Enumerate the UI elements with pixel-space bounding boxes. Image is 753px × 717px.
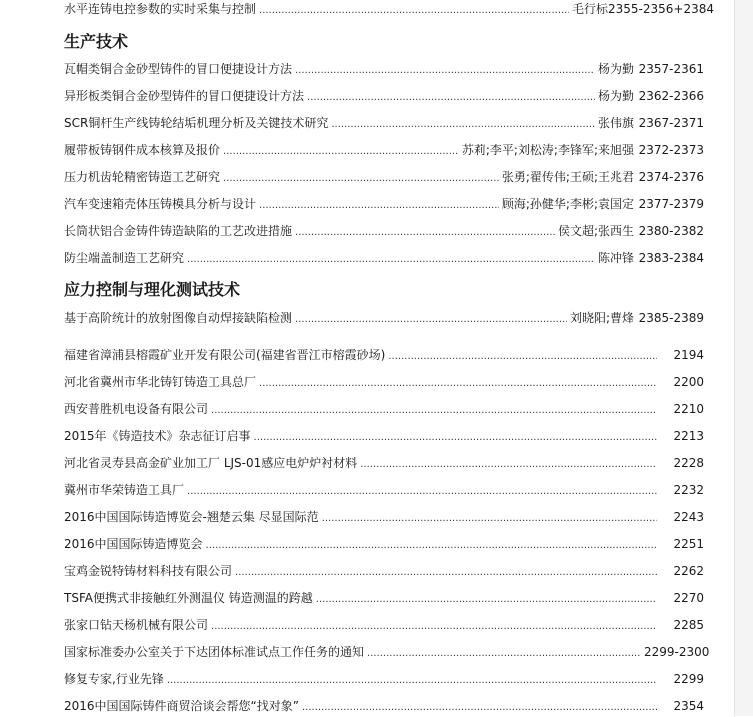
entry-pages: 2367-2371 (638, 116, 704, 130)
entry-pages: 2374-2376 (638, 170, 704, 184)
leader-dots (388, 348, 657, 366)
toc-entry[interactable] (64, 249, 704, 267)
entry-title: 异形板类铜合金砂型铸件的冒口便捷设计方法 (64, 89, 305, 103)
leader-dots (206, 537, 657, 555)
entry-author: 张勇;翟传伟;王硕;王兆君 (501, 170, 634, 184)
entry-author: 杨为勤 (597, 62, 634, 76)
toc-entry[interactable] (64, 309, 704, 327)
ad-entry[interactable] (64, 535, 704, 553)
ad-entry[interactable] (64, 589, 704, 607)
leader-dots (259, 375, 657, 393)
section-heading: 生产技术 (64, 32, 129, 51)
leader-dots (302, 699, 657, 717)
leader-dots (187, 483, 657, 501)
ad-pages: 2243 (673, 510, 704, 524)
entry-author: 陈冲锋 (597, 251, 634, 265)
leader-dots (187, 251, 595, 269)
ad-title: 修复专家,行业先锋 (64, 672, 164, 686)
ad-pages: 2200 (673, 375, 704, 389)
ad-entry[interactable] (64, 373, 704, 391)
ad-entry[interactable] (64, 427, 704, 445)
leader-dots (235, 564, 657, 582)
leader-dots (322, 510, 657, 528)
ad-entry[interactable] (64, 508, 704, 526)
entry-author: 侯文超;张西生 (557, 224, 634, 238)
toc-entry[interactable] (64, 87, 704, 105)
ad-entry[interactable] (64, 643, 710, 661)
entry-pages: 2377-2379 (638, 197, 704, 211)
entry-author: 杨为勤 (597, 89, 634, 103)
ad-title: TSFA便携式非接触红外测温仪 铸造测温的跨越 (64, 591, 313, 605)
ad-title: 2016中国国际铸造博览会-翘楚云集 尽显国际范 (64, 510, 319, 524)
toc-entry[interactable] (64, 114, 704, 132)
leader-dots (254, 429, 657, 447)
entry-title: 长筒状铝合金铸件铸造缺陷的工艺改进措施 (64, 224, 293, 238)
leader-dots (331, 116, 595, 134)
leader-dots (295, 224, 555, 242)
entry-author: 苏莉;李平;刘松涛;李锋军;来旭强 (461, 143, 634, 157)
entry-pages: 2355-2356+2384 (608, 2, 715, 16)
ad-entry[interactable] (64, 346, 704, 364)
entry-pages: 2357-2361 (638, 62, 704, 76)
ad-title: 2015年《铸造技术》杂志征订启事 (64, 429, 251, 443)
entry-author: 顾海;孙健华;李彬;袁国定 (501, 197, 634, 211)
leader-dots (223, 143, 459, 161)
ad-pages: 2228 (673, 456, 704, 470)
entry-title: 履带板铸钢件成本核算及报价 (64, 143, 221, 157)
ad-title: 宝鸡金锐特铸材料科技有限公司 (64, 564, 233, 578)
leader-dots (295, 311, 567, 329)
leader-dots (307, 89, 595, 107)
ad-pages: 2299-2300 (644, 645, 710, 659)
ad-title: 2016中国国际铸件商贸洽谈会帮您“找对象” (64, 699, 299, 713)
entry-pages: 2385-2389 (638, 311, 704, 325)
entry-pages: 2362-2366 (638, 89, 704, 103)
entry-author: 毛行标 (571, 2, 608, 16)
entry-title: 瓦帽类铜合金砂型铸件的冒口便捷设计方法 (64, 62, 293, 76)
leader-dots (360, 456, 657, 474)
toc-entry[interactable] (64, 168, 704, 186)
toc-entry[interactable] (64, 141, 704, 159)
leader-dots (167, 672, 657, 690)
toc-entry[interactable] (64, 60, 704, 78)
leader-dots (295, 62, 595, 80)
leader-dots (223, 170, 499, 188)
viewer-scrollbar-track[interactable] (734, 0, 753, 716)
entry-title: 汽车变速箱壳体压铸模具分析与设计 (64, 197, 257, 211)
entry-title: 水平连铸电控参数的实时采集与控制 (64, 2, 257, 16)
leader-dots (367, 645, 641, 663)
ad-title: 福建省漳浦县榕霞矿业开发有限公司(福建省晋江市榕霞砂场) (64, 348, 386, 362)
section-heading: 应力控制与理化测试技术 (64, 280, 241, 299)
toc-entry[interactable] (64, 195, 704, 213)
leader-dots (316, 591, 657, 609)
entry-pages: 2372-2373 (638, 143, 704, 157)
entry-author: 张伟旗 (597, 116, 634, 130)
ad-pages: 2285 (673, 618, 704, 632)
ad-entry[interactable] (64, 454, 704, 472)
ad-entry[interactable] (64, 616, 704, 634)
ad-pages: 2213 (673, 429, 704, 443)
ad-pages: 2262 (673, 564, 704, 578)
ad-entry[interactable] (64, 481, 704, 499)
ad-pages: 2232 (673, 483, 704, 497)
ad-title: 国家标准委办公室关于下达团体标准试点工作任务的通知 (64, 645, 365, 659)
toc-entry[interactable] (64, 222, 704, 240)
ad-title: 张家口钻天杨机械有限公司 (64, 618, 209, 632)
ad-title: 河北省冀州市华北铸钉铸造工具总厂 (64, 375, 257, 389)
ad-entry[interactable] (64, 697, 704, 715)
entry-author: 刘晓阳;曹烽 (569, 311, 634, 325)
leader-dots (211, 618, 657, 636)
ad-title: 2016中国国际铸造博览会 (64, 537, 203, 551)
ad-pages: 2194 (673, 348, 704, 362)
entry-title: SCR铜杆生产线铸轮结垢机理分析及关键技术研究 (64, 116, 329, 130)
ad-pages: 2251 (673, 537, 704, 551)
ad-pages: 2354 (673, 699, 704, 713)
ad-pages: 2270 (673, 591, 704, 605)
entry-pages: 2383-2384 (638, 251, 704, 265)
entry-title: 压力机齿轮精密铸造工艺研究 (64, 170, 221, 184)
ad-title: 河北省灵寿县高金矿业加工厂 LJS-01感应电炉炉衬材料 (64, 456, 358, 470)
ad-entry[interactable] (64, 400, 704, 418)
ad-pages: 2210 (673, 402, 704, 416)
entry-pages: 2380-2382 (638, 224, 704, 238)
ad-entry[interactable] (64, 670, 704, 688)
ad-entry[interactable] (64, 562, 704, 580)
leader-dots (211, 402, 657, 420)
leader-dots (259, 2, 569, 20)
ad-title: 西安普胜机电设备有限公司 (64, 402, 209, 416)
entry-title: 防尘端盖制造工艺研究 (64, 251, 185, 265)
leader-dots (259, 197, 499, 215)
ad-title: 冀州市华荣铸造工具厂 (64, 483, 185, 497)
entry-title: 基于高阶统计的放射图像自动焊接缺陷检测 (64, 311, 293, 325)
toc-entry[interactable] (64, 0, 715, 18)
ad-pages: 2299 (673, 672, 704, 686)
